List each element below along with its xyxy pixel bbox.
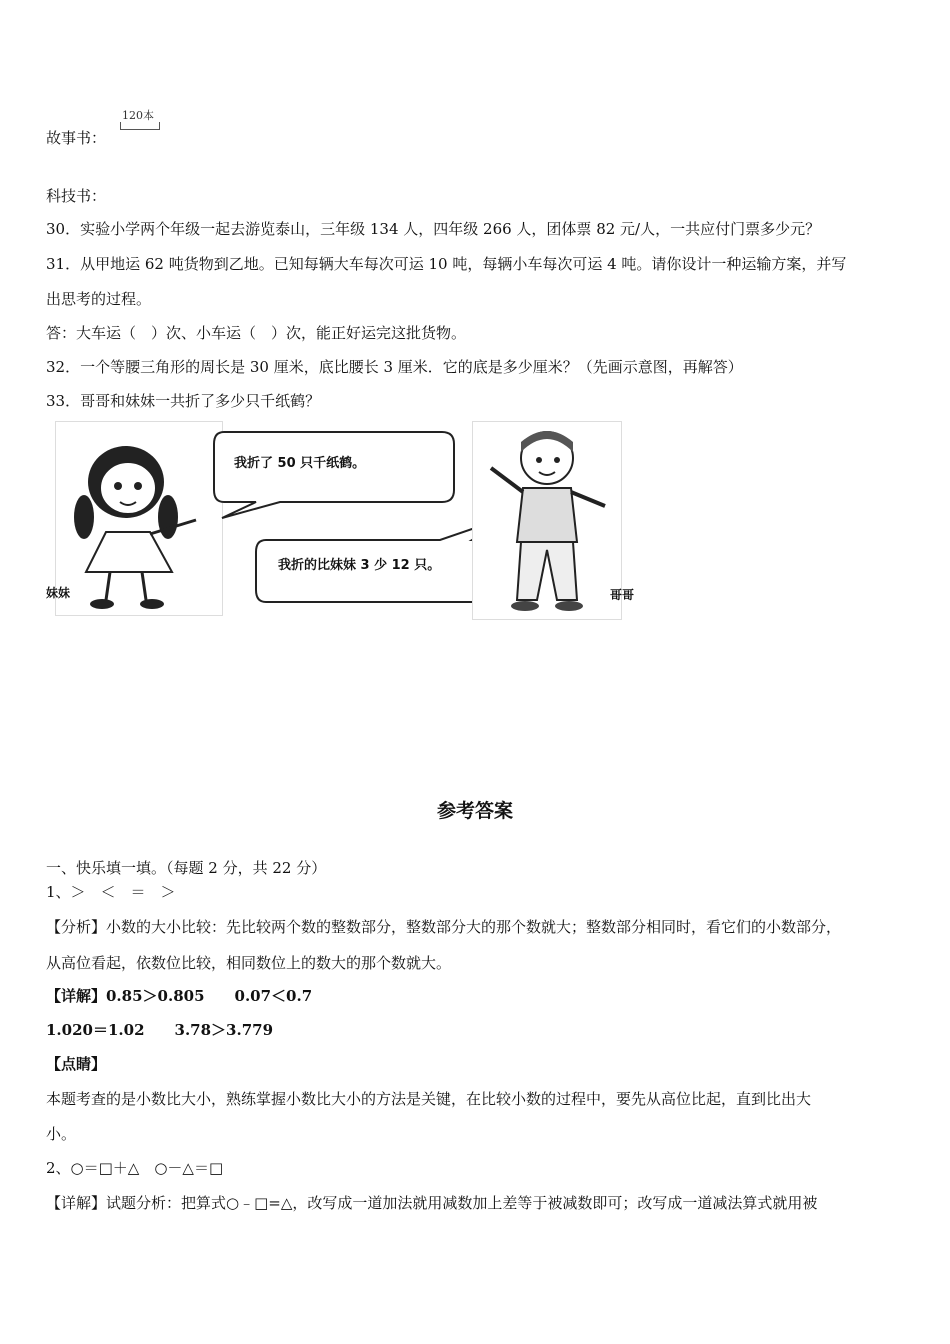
question-30: 30．实验小学两个年级一起去游览泰山，三年级 134 人，四年级 266 人，团体票 82 元/人，一共应付门票多少元？ <box>46 220 821 238</box>
brother-illustration <box>472 421 622 620</box>
answer-1-point-line2: 小。 <box>46 1125 77 1143</box>
question-31-line2: 出思考的过程。 <box>46 290 152 308</box>
bubble-2-text: 我折的比妹妹 3 少 12 只。 <box>278 558 441 573</box>
answer-1-head: 1、＞ ＜ ＝ ＞ <box>46 883 176 901</box>
section-1-heading: 一、快乐填一填。（每题 2 分，共 22 分） <box>46 859 327 877</box>
bar-diagram-segment <box>120 122 160 130</box>
answer-2-detail: 【详解】试题分析：把算式○﹣□=△，改写成一道加法就用减数加上差等于被减数即可；改写成一道减法算式就用被 <box>46 1194 818 1212</box>
boy-figure <box>473 422 621 619</box>
answer-1-analysis-line1: 【分析】小数的大小比较：先比较两个数的整数部分，整数部分大的那个数就大；整数部分相同时，看它们的小数部分， <box>46 918 842 936</box>
girl-figure <box>56 422 222 615</box>
answer-1-analysis-line2: 从高位看起，依数位比较，相同数位上的数大的那个数就大。 <box>46 954 452 972</box>
brother-label: 哥哥 <box>610 588 635 602</box>
question-33: 33．哥哥和妹妹一共折了多少只千纸鹤？ <box>46 392 321 410</box>
answer-2-head: 2、○＝□＋△ ○－△＝□ <box>46 1159 224 1177</box>
speech-bubble-1 <box>210 430 460 525</box>
question-31-line1: 31．从甲地运 62 吨货物到乙地。已知每辆大车每次可运 10 吨，每辆小车每次可运 4 吨。请你设计一种运输方案，并写 <box>46 255 847 273</box>
answer-1-detail-line1: 【详解】0.85＞0.805 0.07＜0.7 <box>46 987 313 1005</box>
bubble-1-text: 我折了 50 只千纸鹤。 <box>234 456 366 471</box>
answer-title: 参考答案 <box>436 800 513 822</box>
bar-diagram-note: 120本 <box>122 109 154 122</box>
answer-1-point-line1: 本题考查的是小数比大小，熟练掌握小数比大小的方法是关键，在比较小数的过程中，要先从高位比起，直到比出大 <box>46 1090 812 1108</box>
answer-1-point-label: 【点睛】 <box>46 1055 107 1073</box>
sister-illustration <box>55 421 223 616</box>
question-31-answer: 答：大车运（ ）次、小车运（ ）次，能正好运完这批货物。 <box>46 324 467 342</box>
storybook-label: 故事书： <box>46 129 107 147</box>
science-book-label: 科技书： <box>46 187 107 205</box>
answer-1-detail-line2: 1.020＝1.02 3.78＞3.779 <box>46 1021 274 1039</box>
question-32: 32．一个等腰三角形的周长是 30 厘米，底比腰长 3 厘米．它的底是多少厘米？（先画示意图，再解答） <box>46 358 743 376</box>
sister-label: 妹妹 <box>46 586 71 600</box>
